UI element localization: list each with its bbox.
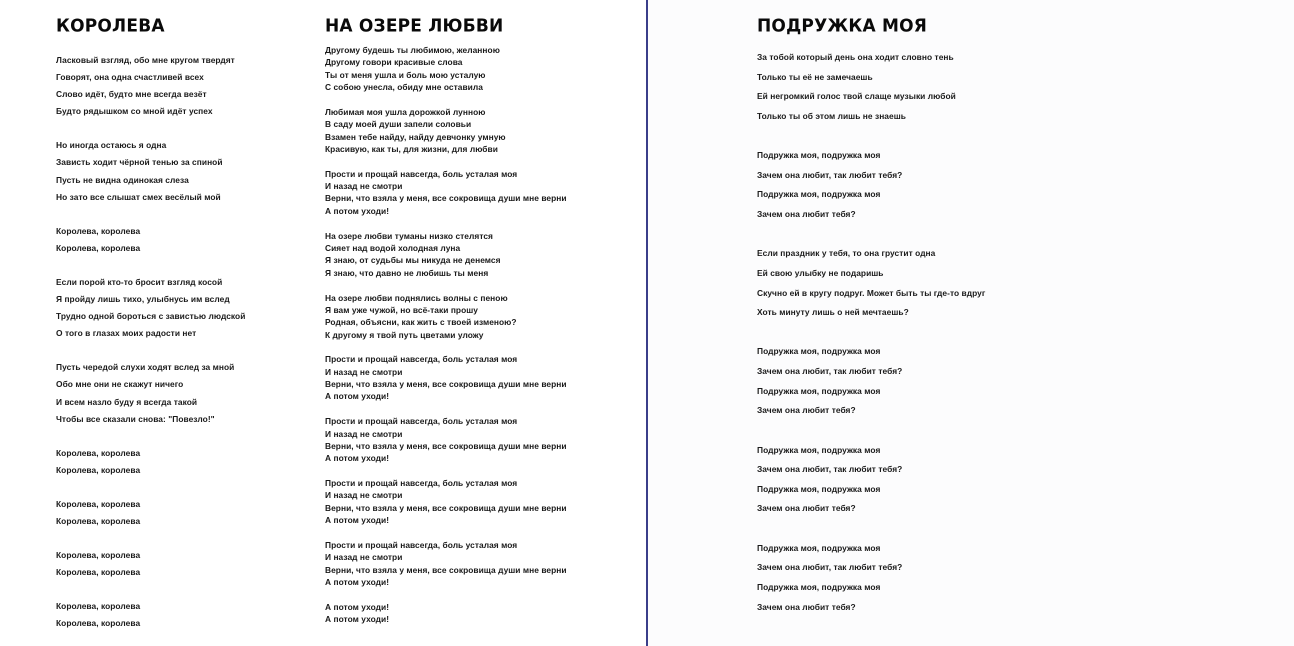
lyric-line: Зависть ходит чёрной тенью за спиной [56, 157, 223, 168]
song-title: НА ОЗЕРЕ ЛЮБВИ [325, 16, 504, 37]
stanza [325, 292, 625, 341]
lyric-line: Королева, королева [56, 567, 141, 578]
lyric-line: Другому будешь ты любимою, желанною [325, 45, 500, 55]
lyric-line: Чтобы все сказали снова: "Повезло!" [56, 413, 215, 424]
song-na-ozere-lyubvi [325, 16, 625, 626]
lyric-line: Подружка моя, подружка моя [757, 189, 881, 200]
stanza [56, 137, 306, 205]
lyric-line: Пусть не видна одинокая слеза [56, 174, 189, 185]
stanza [56, 547, 306, 581]
stanza [757, 146, 1257, 225]
lyric-line: С собою унесла, обиду мне оставила [325, 82, 483, 93]
stanza [56, 223, 306, 257]
lyric-line: Зачем она любит тебя? [757, 209, 856, 220]
lyric-line: О того в глазах моих радости нет [56, 328, 197, 339]
lyric-line: Говорят, она одна счастливей всех [56, 72, 204, 83]
right-page [648, 0, 1294, 646]
lyric-line: Королева, королева [56, 515, 141, 526]
stanza [325, 168, 625, 217]
lyric-line: Подружка моя, подружка моя [757, 385, 881, 396]
lyric-line: В саду моей души запели соловьи [325, 119, 472, 130]
stanza [757, 48, 1257, 127]
lyric-line: Подружка моя, подружка моя [757, 581, 881, 592]
stanza [56, 445, 306, 479]
stanza [56, 496, 306, 530]
song-title: ПОДРУЖКА МОЯ [757, 16, 928, 37]
lyric-line: Ты от меня ушла и боль мою усталую [325, 69, 486, 80]
stanza [56, 52, 306, 120]
lyric-line: Трудно одной бороться с завистью людской [56, 311, 246, 322]
lyric-line: Ласковый взгляд, обо мне кругом твердят [56, 55, 235, 65]
lyric-line: Только ты её не замечаешь [757, 71, 873, 82]
lyric-line: Прости и прощай навсегда, боль усталая моя [325, 540, 518, 550]
lyric-line: Верни, что взяла у меня, все сокровища души мне верни [325, 379, 567, 390]
lyric-line: Будто рядышком со мной идёт успех [56, 106, 213, 117]
song-title: КОРОЛЕВА [56, 16, 165, 37]
lyric-line: Подружка моя, подружка моя [757, 444, 881, 455]
lyric-line: И назад не смотри [325, 428, 403, 439]
lyric-line: Верни, что взяла у меня, все сокровища души мне верни [325, 502, 567, 513]
lyric-line: А потом уходи! [325, 614, 390, 625]
lyric-line: Зачем она любит тебя? [757, 405, 856, 416]
lyric-line: Хоть минуту лишь о ней мечтаешь? [757, 307, 909, 318]
lyric-line: А потом уходи! [325, 391, 390, 402]
stanza [757, 441, 1257, 520]
lyric-line: Но иногда остаюсь я одна [56, 140, 167, 151]
lyric-line: Только ты об этом лишь не знаешь [757, 110, 906, 121]
lyric-line: Прости и прощай навсегда, боль усталая моя [325, 416, 518, 427]
left-page [0, 0, 646, 646]
lyric-line: А потом уходи! [325, 515, 390, 526]
lyric-line: А потом уходи! [325, 601, 390, 612]
lyric-line: Подружка моя, подружка моя [757, 346, 881, 357]
lyric-line: Королева, королева [56, 618, 141, 629]
lyric-line: И назад не смотри [325, 490, 403, 501]
stanza [325, 539, 625, 588]
lyric-line: Подружка моя, подружка моя [757, 150, 881, 161]
lyric-line: Прости и прощай навсегда, боль усталая моя [325, 354, 518, 365]
song-lyrics [757, 48, 1257, 617]
lyric-line: Если порой кто-то бросит взгляд косой [56, 276, 223, 287]
lyric-line: Прости и прощай навсегда, боль усталая моя [325, 168, 518, 179]
lyric-line: Любимая моя ушла дорожкой лунною [325, 106, 486, 117]
lyric-line: Я вам уже чужой, но всё-таки прошу [325, 304, 479, 315]
lyric-line: Я пройду лишь тихо, улыбнусь им вслед [56, 294, 230, 305]
lyric-line: Сияет над водой холодная луна [325, 242, 461, 253]
stanza [325, 415, 625, 464]
stanza [325, 44, 625, 93]
lyric-line: Королева, королева [56, 601, 141, 612]
stanza [56, 274, 306, 342]
stanza [325, 601, 625, 626]
stanza [56, 598, 306, 632]
lyric-line: Я знаю, что давно не любишь ты меня [325, 267, 489, 278]
lyric-line: И назад не смотри [325, 181, 403, 192]
lyric-line: Подружка моя, подружка моя [757, 483, 881, 494]
lyric-line: А потом уходи! [325, 577, 390, 588]
lyric-line: Слово идёт, будто мне всегда везёт [56, 89, 207, 100]
lyric-line: Зачем она любит тебя? [757, 601, 856, 612]
lyric-line: На озере любви туманы низко стелятся [325, 230, 493, 241]
lyric-line: Красивую, как ты, для жизни, для любви [325, 143, 498, 154]
lyric-line: Зачем она любит, так любит тебя? [757, 464, 903, 475]
lyric-line: Ей негромкий голос твой слаще музыки любой [757, 91, 956, 102]
stanza [325, 106, 625, 155]
lyric-line: Другому говори красивые слова [325, 57, 463, 68]
stanza [325, 353, 625, 402]
lyric-line: Зачем она любит, так любит тебя? [757, 562, 903, 573]
song-lyrics [325, 44, 625, 626]
lyric-line: Но зато все слышат смех весёлый мой [56, 191, 221, 202]
stanza [757, 342, 1257, 421]
lyric-line: А потом уходи! [325, 453, 390, 464]
lyric-line: Королева, королева [56, 550, 141, 561]
stanza [325, 477, 625, 526]
lyric-line: И назад не смотри [325, 366, 403, 377]
lyric-line: Пусть чередой слухи ходят вслед за мной [56, 362, 235, 373]
lyric-line: И назад не смотри [325, 552, 403, 563]
lyric-line: А потом уходи! [325, 205, 390, 216]
lyric-line: Зачем она любит, так любит тебя? [757, 169, 903, 180]
lyric-line: Прости и прощай навсегда, боль усталая моя [325, 478, 518, 489]
stanza [325, 230, 625, 279]
song-lyrics [56, 52, 306, 632]
lyric-line: На озере любви поднялись волны с пеною [325, 292, 508, 303]
lyric-line: Если праздник у тебя, то она грустит одна [757, 248, 936, 259]
lyric-line: Родная, объясни, как жить с твоей изменою? [325, 317, 517, 328]
lyric-line: Зачем она любит тебя? [757, 503, 856, 514]
lyric-line: Королева, королева [56, 464, 141, 475]
lyric-line: Взамен тебе найду, найду девчонку умную [325, 131, 506, 142]
lyric-line: Подружка моя, подружка моя [757, 542, 881, 553]
song-koroleva [56, 16, 306, 632]
lyric-line: За тобой который день она ходит словно тень [757, 52, 954, 62]
lyric-line: Верни, что взяла у меня, все сокровища души мне верни [325, 440, 567, 451]
lyric-line: Королева, королева [56, 225, 141, 236]
lyric-line: Обо мне они не скажут ничего [56, 379, 184, 390]
stanza [757, 244, 1257, 323]
lyric-line: Скучно ей в кругу подруг. Может быть ты где-то вдруг [757, 287, 986, 298]
lyric-line: К другому я твой путь цветами уложу [325, 329, 484, 340]
lyric-line: Верни, что взяла у меня, все сокровища души мне верни [325, 564, 567, 575]
lyric-line: И всем назло буду я всегда такой [56, 396, 198, 407]
lyric-line: Королева, королева [56, 447, 141, 458]
lyric-line: Ей свою улыбку не подаришь [757, 267, 884, 278]
lyric-line: Королева, королева [56, 242, 141, 253]
lyric-line: Я знаю, от судьбы мы никуда не денемся [325, 255, 501, 266]
lyric-line: Зачем она любит, так любит тебя? [757, 366, 903, 377]
lyric-line: Верни, что взяла у меня, все сокровища души мне верни [325, 193, 567, 204]
stanza [56, 359, 306, 427]
song-podruzhka-moya [757, 16, 1257, 617]
lyric-line: Королева, королева [56, 498, 141, 509]
stanza [757, 539, 1257, 618]
